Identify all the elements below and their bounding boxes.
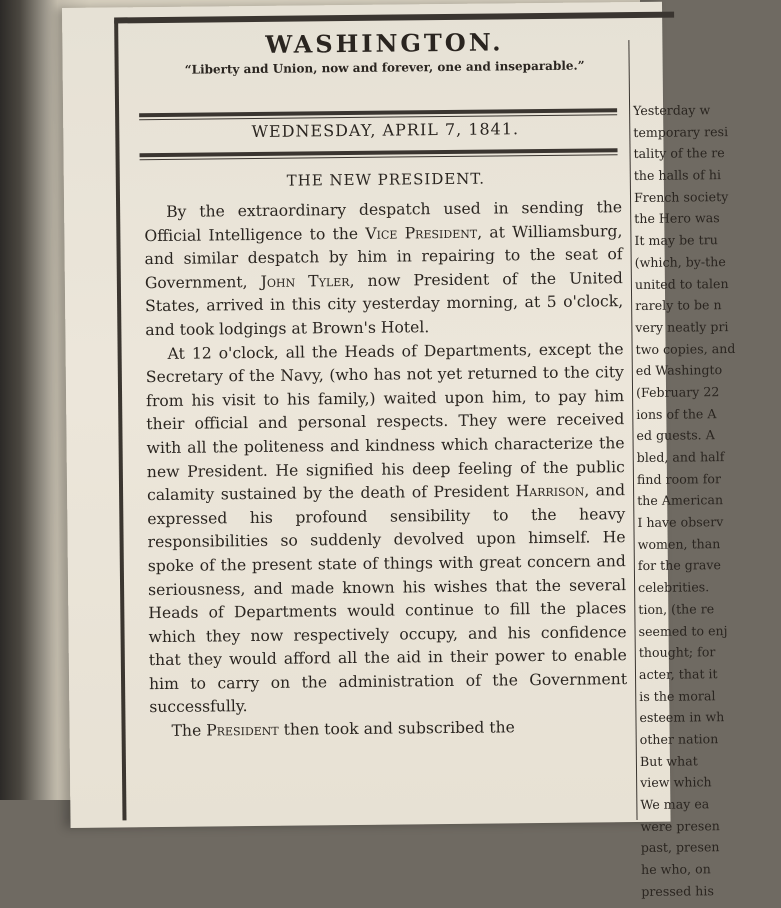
article-headline: THE NEW PRESIDENT. [286,169,486,190]
column-line: very neatly pri [635,318,729,335]
column-line: ed guests. A [636,427,715,444]
column-line: temporary resi [633,123,729,140]
article-paragraph-3 [149,715,627,744]
column-line: tion, (the re [638,601,715,617]
column-line: thought; for [638,644,716,661]
article-text: By the extraordinary despatch used in sending the Official Intelligence to the [144,198,623,245]
article-text: , at Williamsburg, and similar despatch by him in repairing to the seat of Government, [144,221,623,292]
column-line: (February 22 [635,384,720,400]
left-border-rule [114,20,126,820]
column-line: Yesterday w [633,102,711,119]
column-line: the Hero was [634,210,720,227]
column-line: esteem in wh [639,709,725,726]
column-line: two copies, and [635,340,736,357]
column-line: ed Washingto [635,362,723,379]
article-text: then took and subscribed the [278,718,515,739]
column-line: acter, that it [638,666,718,682]
column-line: pressed his [641,882,714,899]
column-line: other nation [639,731,719,747]
column-line: past, presen [640,839,720,856]
column-line: were presen [640,817,720,834]
column-line: united to talen [634,275,729,292]
newspaper-motto: “Liberty and Union, now and forever, one and inseparable.” [184,58,585,77]
column-line: (which, by-the [634,253,726,270]
article-paragraph-1 [144,196,623,343]
article-small-caps: Vice President [365,223,478,243]
column-line: rarely to be n [635,297,722,314]
column-line: view which [640,774,712,791]
column-line: for the grave [637,557,722,574]
article-text: , now President of the United States, arrived in this city yesterday morning, at 5 o'clock, and took lodgings at Brown's Hotel. [145,268,624,340]
column-line: ions of the A [636,405,717,422]
column-line: It may be tru [634,232,718,249]
article-small-caps: Harrison [515,481,585,501]
newspaper-title: WASHINGTON. [265,27,504,59]
column-line: is the moral [639,687,716,704]
article-text: At 12 o'clock, all the Heads of Departments, except the Secretary of the Navy, (who has not yet returned to the city from his visit to his family,) waited upon him, to pay him their official and personal respects. They were received with all the politeness and kindness which characterize the new President. He signified his deep feeling of the public calamity sustained by the death of President [145,339,625,505]
newspaper-page [62,2,736,899]
article-paragraph-2 [146,338,628,720]
article-text: The [171,721,207,740]
column-line: We may ea [640,796,710,812]
column-line: tality of the re [633,145,725,162]
left-shadow-edge [0,0,58,800]
dateline: WEDNESDAY, APRIL 7, 1841. [251,119,520,142]
article-small-caps: President [206,720,279,740]
column-line: he who, on [640,861,711,878]
article-body [144,196,628,744]
column-line: French society [633,188,729,205]
top-border-rule [114,12,674,24]
column-line: But what [639,753,698,769]
column-line: bled, and half [636,449,725,466]
column-line: the halls of hi [633,167,722,184]
column-line: seemed to enj [638,622,728,639]
article-small-caps: John Tyler [260,271,350,291]
article-text: , and expressed his profound sensibility to the heavy responsibilities so suddenly devolved upon himself. He spoke of the present state of things with great concern and seriousness, and made known his wishes that the several Heads of Departments would continue to fill the places which they now respectively occupy, and his confidence that they would afford all the aid in their power to enable him to carry on the administration of the Government successfully. [147,481,628,717]
adjacent-column [633,99,781,903]
column-line: celebrities. [638,579,710,596]
column-line: I have observ [637,514,724,531]
masthead [164,26,604,78]
column-line: find room for [636,470,722,487]
column-line: women, than [637,535,721,552]
column-line: the American [637,492,724,509]
